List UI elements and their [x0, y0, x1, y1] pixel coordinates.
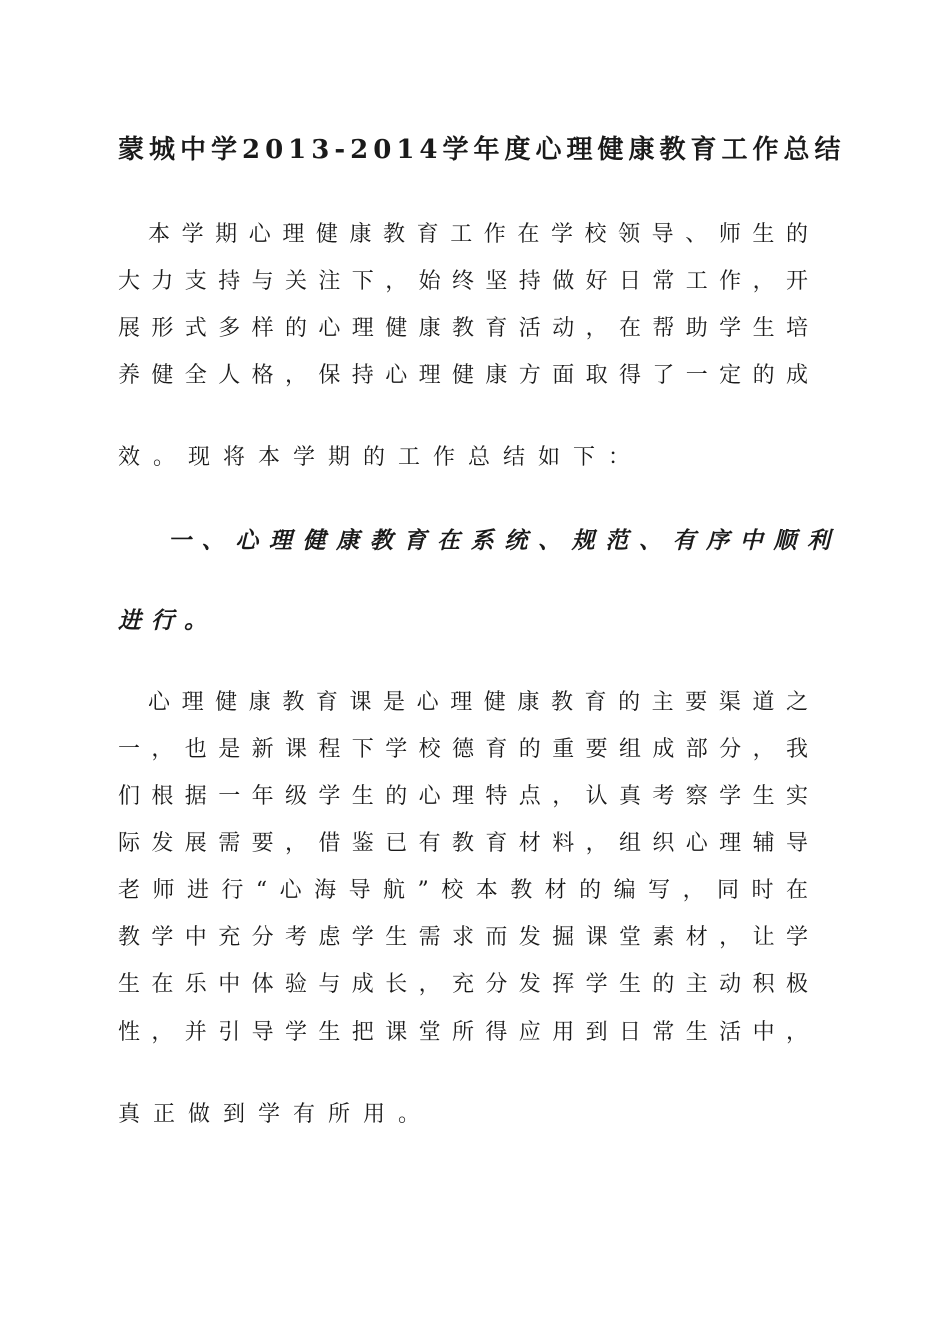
intro-line: 大力支持与关注下，始终坚持做好日常工作，开: [118, 269, 808, 294]
section-heading: 一、心理健康教育在系统、规范、有序中顺利: [168, 527, 830, 554]
intro-line: 效。现将本学期的工作总结如下：: [118, 445, 644, 470]
body-line: 真正做到学有所用。: [118, 1102, 434, 1127]
body-line: 性，并引导学生把课堂所得应用到日常生活中，: [118, 1020, 808, 1045]
body-line: 们根据一年级学生的心理特点，认真考察学生实: [118, 784, 808, 809]
body-line: 心理健康教育课是心理健康教育的主要渠道之: [148, 690, 808, 715]
body-line: 老师进行“心海导航”校本教材的编写，同时在: [118, 878, 808, 903]
body-line: 一，也是新课程下学校德育的重要组成部分，我: [118, 737, 808, 762]
intro-line: 展形式多样的心理健康教育活动，在帮助学生培: [118, 316, 808, 341]
intro-line: 本学期心理健康教育工作在学校领导、师生的: [148, 222, 808, 247]
body-line: 际发展需要，借鉴已有教育材料，组织心理辅导: [118, 831, 808, 856]
document-title: 蒙城中学2013-2014学年度心理健康教育工作总结: [118, 135, 846, 165]
body-line: 教学中充分考虑学生需求而发掘课堂素材，让学: [118, 925, 808, 950]
intro-line: 养健全人格，保持心理健康方面取得了一定的成: [118, 363, 808, 388]
body-line: 生在乐中体验与成长，充分发挥学生的主动积极: [118, 972, 808, 997]
section-heading: 进行。: [118, 607, 217, 634]
